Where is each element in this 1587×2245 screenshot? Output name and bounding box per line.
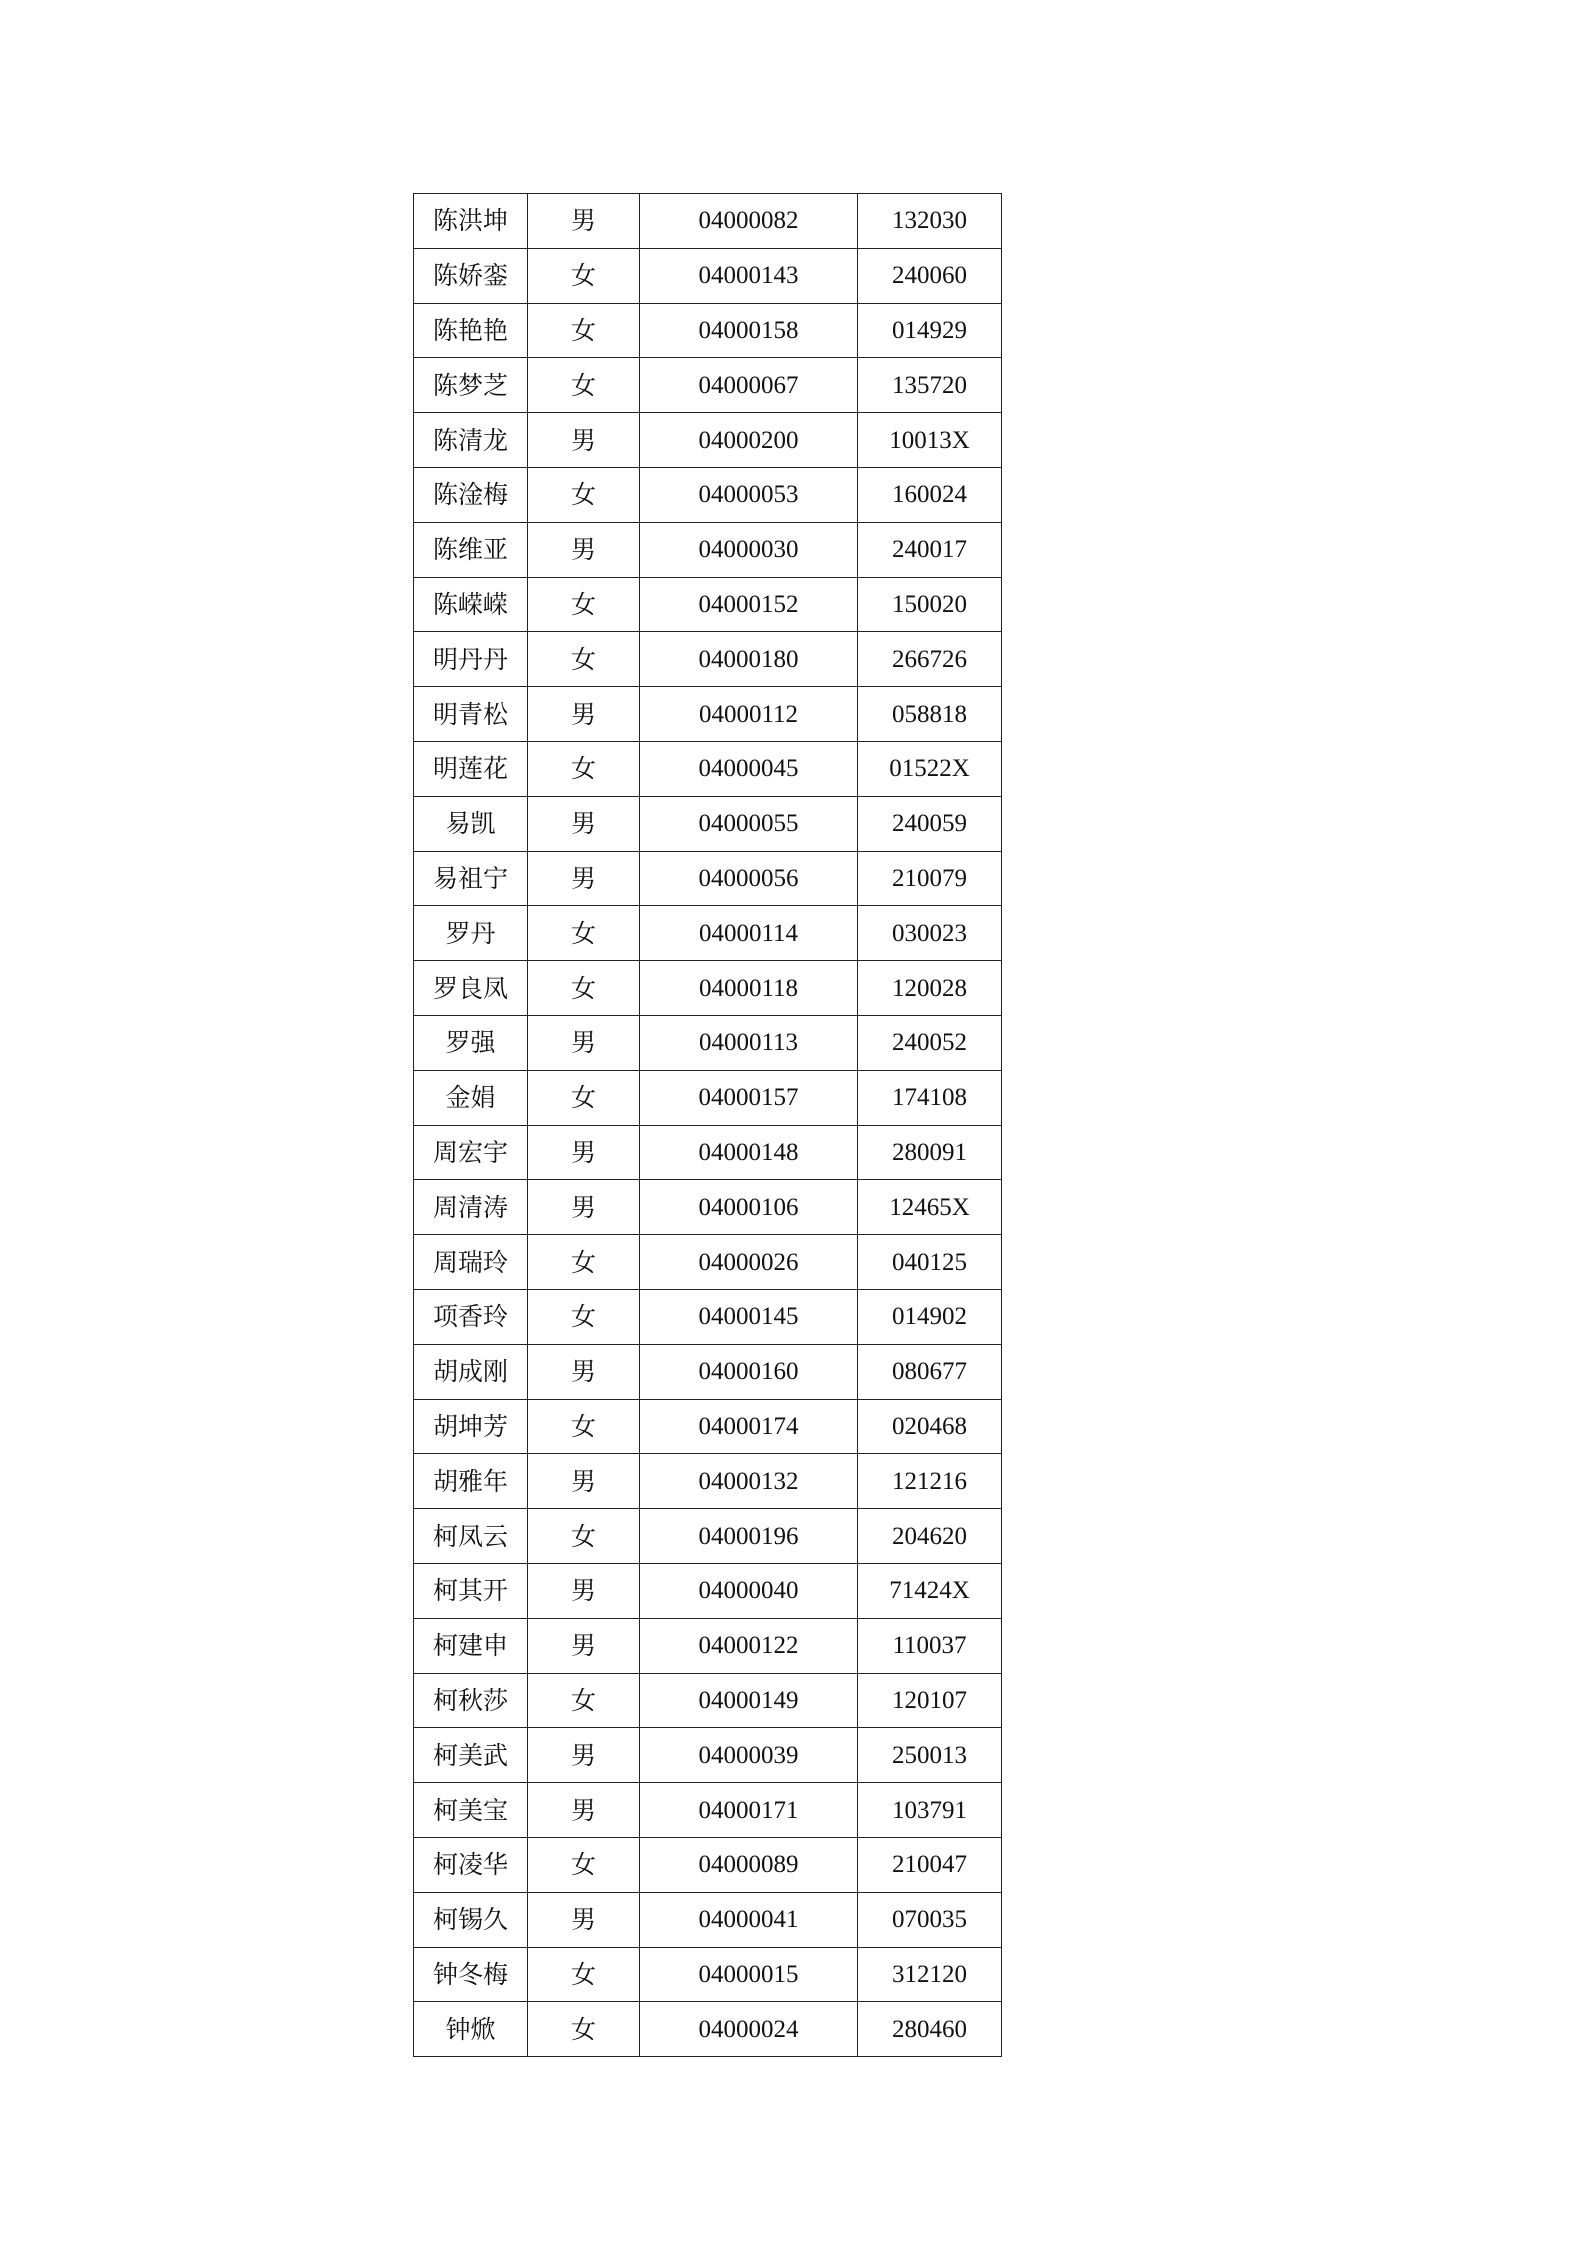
gender-cell: 男 — [528, 194, 640, 249]
code-cell: 04000113 — [640, 1015, 858, 1070]
id-suffix-cell: 150020 — [858, 577, 1002, 632]
table-row — [414, 1235, 1002, 1290]
gender-cell: 男 — [528, 522, 640, 577]
table-row — [414, 632, 1002, 687]
table-row — [414, 1783, 1002, 1838]
code-cell: 04000158 — [640, 303, 858, 358]
table-row — [414, 1673, 1002, 1728]
name-cell: 周清涛 — [414, 1180, 528, 1235]
code-cell: 04000040 — [640, 1563, 858, 1618]
gender-cell: 女 — [528, 2002, 640, 2057]
gender-cell: 女 — [528, 248, 640, 303]
table-row — [414, 1454, 1002, 1509]
name-cell: 胡雅年 — [414, 1454, 528, 1509]
id-suffix-cell: 014929 — [858, 303, 1002, 358]
id-suffix-cell: 040125 — [858, 1235, 1002, 1290]
name-cell: 柯其开 — [414, 1563, 528, 1618]
id-suffix-cell: 240059 — [858, 796, 1002, 851]
code-cell: 04000024 — [640, 2002, 858, 2057]
table-row — [414, 413, 1002, 468]
table-row — [414, 1563, 1002, 1618]
code-cell: 04000157 — [640, 1070, 858, 1125]
table-row — [414, 577, 1002, 632]
code-cell: 04000122 — [640, 1618, 858, 1673]
id-suffix-cell: 030023 — [858, 906, 1002, 961]
gender-cell: 女 — [528, 358, 640, 413]
code-cell: 04000067 — [640, 358, 858, 413]
id-suffix-cell: 135720 — [858, 358, 1002, 413]
gender-cell: 女 — [528, 1673, 640, 1728]
name-cell: 易祖宁 — [414, 851, 528, 906]
code-cell: 04000174 — [640, 1399, 858, 1454]
table-row — [414, 1618, 1002, 1673]
gender-cell: 男 — [528, 1015, 640, 1070]
code-cell: 04000118 — [640, 961, 858, 1016]
table-row — [414, 1015, 1002, 1070]
code-cell: 04000039 — [640, 1728, 858, 1783]
name-cell: 周瑞玲 — [414, 1235, 528, 1290]
name-cell: 陈娇銮 — [414, 248, 528, 303]
code-cell: 04000026 — [640, 1235, 858, 1290]
name-cell: 陈嵘嵘 — [414, 577, 528, 632]
name-cell: 柯美武 — [414, 1728, 528, 1783]
code-cell: 04000045 — [640, 741, 858, 796]
id-suffix-cell: 210079 — [858, 851, 1002, 906]
gender-cell: 女 — [528, 467, 640, 522]
id-suffix-cell: 014902 — [858, 1289, 1002, 1344]
code-cell: 04000148 — [640, 1125, 858, 1180]
id-suffix-cell: 160024 — [858, 467, 1002, 522]
code-cell: 04000143 — [640, 248, 858, 303]
id-suffix-cell: 110037 — [858, 1618, 1002, 1673]
name-cell: 柯锡久 — [414, 1892, 528, 1947]
name-cell: 陈清龙 — [414, 413, 528, 468]
roster-table — [413, 193, 1002, 2057]
id-suffix-cell: 240052 — [858, 1015, 1002, 1070]
name-cell: 易凯 — [414, 796, 528, 851]
id-suffix-cell: 210047 — [858, 1837, 1002, 1892]
code-cell: 04000160 — [640, 1344, 858, 1399]
table-row — [414, 1509, 1002, 1564]
name-cell: 钟焮 — [414, 2002, 528, 2057]
name-cell: 陈淦梅 — [414, 467, 528, 522]
name-cell: 明丹丹 — [414, 632, 528, 687]
id-suffix-cell: 240060 — [858, 248, 1002, 303]
table-row — [414, 906, 1002, 961]
name-cell: 周宏宇 — [414, 1125, 528, 1180]
name-cell: 柯建申 — [414, 1618, 528, 1673]
table-row — [414, 961, 1002, 1016]
table-row — [414, 1344, 1002, 1399]
table-row — [414, 467, 1002, 522]
gender-cell: 男 — [528, 413, 640, 468]
table-row — [414, 1180, 1002, 1235]
id-suffix-cell: 120028 — [858, 961, 1002, 1016]
name-cell: 胡坤芳 — [414, 1399, 528, 1454]
gender-cell: 女 — [528, 1399, 640, 1454]
code-cell: 04000030 — [640, 522, 858, 577]
name-cell: 明莲花 — [414, 741, 528, 796]
gender-cell: 女 — [528, 1070, 640, 1125]
gender-cell: 男 — [528, 1892, 640, 1947]
gender-cell: 女 — [528, 1947, 640, 2002]
table-row — [414, 1125, 1002, 1180]
table-row — [414, 358, 1002, 413]
name-cell: 胡成刚 — [414, 1344, 528, 1399]
code-cell: 04000200 — [640, 413, 858, 468]
id-suffix-cell: 240017 — [858, 522, 1002, 577]
gender-cell: 女 — [528, 1837, 640, 1892]
table-row — [414, 1728, 1002, 1783]
table-row — [414, 1837, 1002, 1892]
code-cell: 04000145 — [640, 1289, 858, 1344]
gender-cell: 女 — [528, 961, 640, 1016]
table-row — [414, 851, 1002, 906]
code-cell: 04000089 — [640, 1837, 858, 1892]
name-cell: 罗丹 — [414, 906, 528, 961]
code-cell: 04000106 — [640, 1180, 858, 1235]
table-row — [414, 741, 1002, 796]
id-suffix-cell: 01522X — [858, 741, 1002, 796]
code-cell: 04000056 — [640, 851, 858, 906]
id-suffix-cell: 058818 — [858, 687, 1002, 742]
gender-cell: 女 — [528, 1509, 640, 1564]
id-suffix-cell: 204620 — [858, 1509, 1002, 1564]
code-cell: 04000171 — [640, 1783, 858, 1838]
id-suffix-cell: 280091 — [858, 1125, 1002, 1180]
id-suffix-cell: 120107 — [858, 1673, 1002, 1728]
table-row — [414, 1399, 1002, 1454]
code-cell: 04000015 — [640, 1947, 858, 2002]
table-row — [414, 522, 1002, 577]
gender-cell: 男 — [528, 1783, 640, 1838]
name-cell: 明青松 — [414, 687, 528, 742]
id-suffix-cell: 312120 — [858, 1947, 1002, 2002]
table-row — [414, 1289, 1002, 1344]
name-cell: 钟冬梅 — [414, 1947, 528, 2002]
name-cell: 罗强 — [414, 1015, 528, 1070]
name-cell: 陈梦芝 — [414, 358, 528, 413]
id-suffix-cell: 266726 — [858, 632, 1002, 687]
gender-cell: 男 — [528, 687, 640, 742]
gender-cell: 女 — [528, 632, 640, 687]
code-cell: 04000082 — [640, 194, 858, 249]
name-cell: 陈洪坤 — [414, 194, 528, 249]
code-cell: 04000114 — [640, 906, 858, 961]
id-suffix-cell: 103791 — [858, 1783, 1002, 1838]
gender-cell: 男 — [528, 1454, 640, 1509]
name-cell: 项香玲 — [414, 1289, 528, 1344]
gender-cell: 男 — [528, 1728, 640, 1783]
id-suffix-cell: 280460 — [858, 2002, 1002, 2057]
table-row — [414, 248, 1002, 303]
table-row — [414, 1070, 1002, 1125]
table-row — [414, 194, 1002, 249]
id-suffix-cell: 121216 — [858, 1454, 1002, 1509]
table-row — [414, 687, 1002, 742]
gender-cell: 女 — [528, 303, 640, 358]
table-row — [414, 1892, 1002, 1947]
code-cell: 04000053 — [640, 467, 858, 522]
gender-cell: 男 — [528, 1618, 640, 1673]
gender-cell: 女 — [528, 577, 640, 632]
gender-cell: 男 — [528, 1180, 640, 1235]
id-suffix-cell: 174108 — [858, 1070, 1002, 1125]
gender-cell: 男 — [528, 851, 640, 906]
gender-cell: 男 — [528, 796, 640, 851]
table-row — [414, 1947, 1002, 2002]
code-cell: 04000132 — [640, 1454, 858, 1509]
id-suffix-cell: 250013 — [858, 1728, 1002, 1783]
id-suffix-cell: 020468 — [858, 1399, 1002, 1454]
id-suffix-cell: 070035 — [858, 1892, 1002, 1947]
name-cell: 柯凤云 — [414, 1509, 528, 1564]
table-row — [414, 2002, 1002, 2057]
id-suffix-cell: 12465X — [858, 1180, 1002, 1235]
code-cell: 04000149 — [640, 1673, 858, 1728]
gender-cell: 女 — [528, 741, 640, 796]
name-cell: 柯美宝 — [414, 1783, 528, 1838]
id-suffix-cell: 132030 — [858, 194, 1002, 249]
gender-cell: 女 — [528, 1235, 640, 1290]
code-cell: 04000112 — [640, 687, 858, 742]
id-suffix-cell: 10013X — [858, 413, 1002, 468]
gender-cell: 男 — [528, 1125, 640, 1180]
name-cell: 罗良凤 — [414, 961, 528, 1016]
gender-cell: 男 — [528, 1344, 640, 1399]
roster-table-body — [414, 194, 1002, 2057]
gender-cell: 男 — [528, 1563, 640, 1618]
id-suffix-cell: 71424X — [858, 1563, 1002, 1618]
code-cell: 04000152 — [640, 577, 858, 632]
table-row — [414, 796, 1002, 851]
code-cell: 04000055 — [640, 796, 858, 851]
id-suffix-cell: 080677 — [858, 1344, 1002, 1399]
name-cell: 陈艳艳 — [414, 303, 528, 358]
table-row — [414, 303, 1002, 358]
gender-cell: 女 — [528, 1289, 640, 1344]
code-cell: 04000041 — [640, 1892, 858, 1947]
name-cell: 陈维亚 — [414, 522, 528, 577]
name-cell: 金娟 — [414, 1070, 528, 1125]
code-cell: 04000180 — [640, 632, 858, 687]
name-cell: 柯凌华 — [414, 1837, 528, 1892]
gender-cell: 女 — [528, 906, 640, 961]
name-cell: 柯秋莎 — [414, 1673, 528, 1728]
code-cell: 04000196 — [640, 1509, 858, 1564]
